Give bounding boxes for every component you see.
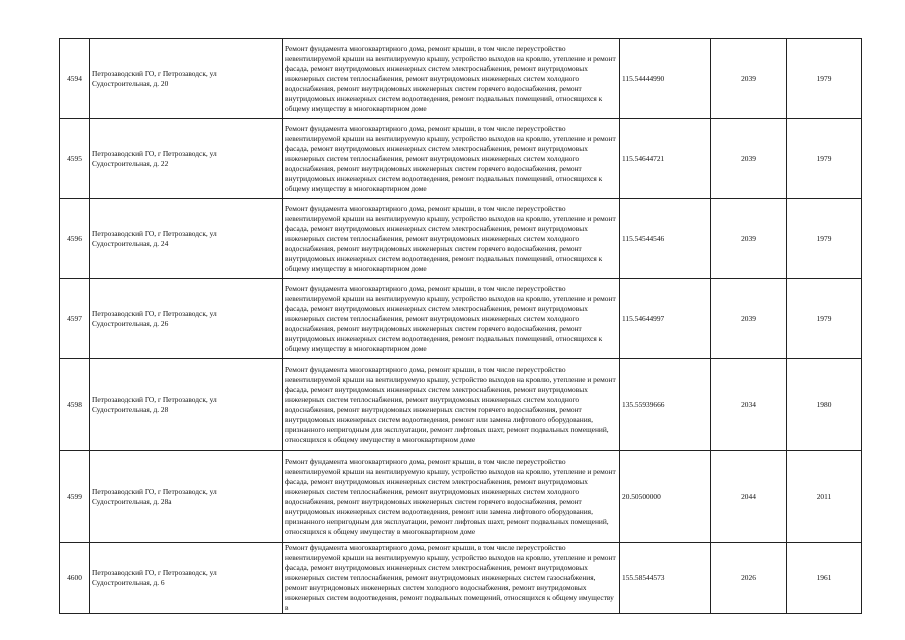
address-line-1: Петрозаводский ГО, г Петрозаводск, ул — [92, 148, 217, 158]
works-cell — [283, 359, 620, 451]
area-cell: 155.58544573 — [620, 543, 711, 614]
address-line-2: Судостроительная, д. 22 — [92, 158, 169, 168]
area-cell: 115.54544546 — [620, 199, 711, 279]
table-row — [60, 543, 862, 614]
works-text: Ремонт фундамента многоквартирного дома, ремонт крыши, в том числе переустройство невентилируемой крыши на вентилируемую крышу, устройство выходов на кровлю, утепление и ремонт фасада, ремонт внутридомовых инженерных систем электроснабжения, ремонт внутридомовых инженерных систем теплоснабжения, ремонт внутридомовых инженерных систем холодного водоснабжения, ремонт внутридомовых инженерных систем горячего водоснабжения, ремонт внутридомовых инженерных систем водоотведения, ремонт подвальных помещений, относящихся к общему имуществу в многоквартирном доме — [285, 283, 616, 353]
works-text: Ремонт фундамента многоквартирного дома, ремонт крыши, в том числе переустройство невентилируемой крыши на вентилируемую крышу, устройство выходов на кровлю, утепление и ремонт фасада, ремонт внутридомовых инженерных систем электроснабжения, ремонт внутридомовых инженерных систем теплоснабжения, ремонт внутридомовых инженерных систем газоснабжения, ремонт внутридомовых инженерных систем холодного водоснабжения, ремонт внутридомовых инженерных систем водоотведения, ремонт подвальных помещений, относящихся к общему имуществу в — [285, 543, 616, 612]
planned-year-cell: 2034 — [711, 359, 787, 451]
row-number: 4600 — [60, 543, 90, 614]
address-line-1: Петрозаводский ГО, г Петрозаводск, ул — [92, 68, 217, 78]
row-number: 4599 — [60, 451, 90, 543]
planned-year-cell: 2026 — [711, 543, 787, 614]
table-row — [60, 279, 862, 359]
address-cell — [90, 543, 283, 614]
address-line-1: Петрозаводский ГО, г Петрозаводск, ул — [92, 486, 217, 496]
table-row — [60, 119, 862, 199]
works-cell — [283, 119, 620, 199]
address-cell — [90, 199, 283, 279]
table-row — [60, 359, 862, 451]
table-row — [60, 39, 862, 119]
table-row — [60, 199, 862, 279]
works-cell — [283, 279, 620, 359]
address-cell — [90, 39, 283, 119]
built-year-cell: 1961 — [787, 543, 862, 614]
row-number: 4596 — [60, 199, 90, 279]
repair-registry-table — [59, 38, 862, 614]
area-cell: 135.55939666 — [620, 359, 711, 451]
built-year-cell: 1979 — [787, 39, 862, 119]
area-cell: 115.54444990 — [620, 39, 711, 119]
address-line-1: Петрозаводский ГО, г Петрозаводск, ул — [92, 228, 217, 238]
area-cell: 115.54644997 — [620, 279, 711, 359]
address-line-1: Петрозаводский ГО, г Петрозаводск, ул — [92, 394, 217, 404]
table-row — [60, 451, 862, 543]
address-line-2: Судостроительная, д. 20 — [92, 78, 169, 88]
works-text: Ремонт фундамента многоквартирного дома, ремонт крыши, в том числе переустройство невентилируемой крыши на вентилируемую крышу, устройство выходов на кровлю, утепление и ремонт фасада, ремонт внутридомовых инженерных систем электроснабжения, ремонт внутридомовых инженерных систем теплоснабжения, ремонт внутридомовых инженерных систем холодного водоснабжения, ремонт внутридомовых инженерных систем горячего водоснабжения, ремонт внутридомовых инженерных систем водоотведения, ремонт подвальных помещений, относящихся к общему имуществу в многоквартирном доме — [285, 43, 616, 113]
built-year-cell: 1979 — [787, 199, 862, 279]
address-line-2: Судостроительная, д. 28 — [92, 404, 169, 414]
row-number: 4594 — [60, 39, 90, 119]
built-year-cell: 1979 — [787, 119, 862, 199]
works-cell — [283, 39, 620, 119]
row-number: 4597 — [60, 279, 90, 359]
address-line-1: Петрозаводский ГО, г Петрозаводск, ул — [92, 308, 217, 318]
planned-year-cell: 2039 — [711, 199, 787, 279]
works-text: Ремонт фундамента многоквартирного дома, ремонт крыши, в том числе переустройство невентилируемой крыши на вентилируемую крышу, устройство выходов на кровлю, утепление и ремонт фасада, ремонт внутридомовых инженерных систем электроснабжения, ремонт внутридомовых инженерных систем теплоснабжения, ремонт внутридомовых инженерных систем холодного водоснабжения, ремонт внутридомовых инженерных систем горячего водоснабжения, ремонт внутридомовых инженерных систем водоотведения, ремонт подвальных помещений, относящихся к общему имуществу в многоквартирном доме — [285, 203, 616, 273]
planned-year-cell: 2039 — [711, 39, 787, 119]
works-cell — [283, 543, 620, 614]
built-year-cell: 1979 — [787, 279, 862, 359]
row-number: 4595 — [60, 119, 90, 199]
planned-year-cell: 2044 — [711, 451, 787, 543]
address-cell — [90, 279, 283, 359]
address-cell — [90, 119, 283, 199]
address-line-2: Судостроительная, д. 24 — [92, 238, 169, 248]
area-cell: 115.54644721 — [620, 119, 711, 199]
works-text: Ремонт фундамента многоквартирного дома, ремонт крыши, в том числе переустройство невентилируемой крыши на вентилируемую крышу, устройство выходов на кровлю, утепление и ремонт фасада, ремонт внутридомовых инженерных систем электроснабжения, ремонт внутридомовых инженерных систем теплоснабжения, ремонт внутридомовых инженерных систем холодного водоснабжения, ремонт внутридомовых инженерных систем горячего водоснабжения, ремонт внутридомовых инженерных систем водоотведения, ремонт подвальных помещений, относящихся к общему имуществу в многоквартирном доме — [285, 123, 616, 193]
address-line-2: Судостроительная, д. 28а — [92, 496, 172, 506]
planned-year-cell: 2039 — [711, 279, 787, 359]
row-number: 4598 — [60, 359, 90, 451]
works-cell — [283, 451, 620, 543]
address-line-1: Петрозаводский ГО, г Петрозаводск, ул — [92, 568, 217, 577]
address-line-2: Судостроительная, д. 6 — [92, 578, 165, 587]
works-cell — [283, 199, 620, 279]
area-cell: 20.50500000 — [620, 451, 711, 543]
planned-year-cell: 2039 — [711, 119, 787, 199]
address-cell — [90, 359, 283, 451]
built-year-cell: 1980 — [787, 359, 862, 451]
works-text: Ремонт фундамента многоквартирного дома, ремонт крыши, в том числе переустройство невентилируемой крыши на вентилируемую крышу, устройство выходов на кровлю, утепление и ремонт фасада, ремонт внутридомовых инженерных систем электроснабжения, ремонт внутридомовых инженерных систем теплоснабжения, ремонт внутридомовых инженерных систем холодного водоснабжения, ремонт внутридомовых инженерных систем горячего водоснабжения, ремонт внутридомовых инженерных систем водоотведения, ремонт или замена лифтового оборудования, признанного непригодным для эксплуатации, ремонт лифтовых шахт, ремонт подвальных помещений, относящихся к общему имуществу в многоквартирном доме — [285, 456, 616, 536]
address-line-2: Судостроительная, д. 26 — [92, 318, 169, 328]
address-cell — [90, 451, 283, 543]
works-text: Ремонт фундамента многоквартирного дома, ремонт крыши, в том числе переустройство невентилируемой крыши на вентилируемую крышу, устройство выходов на кровлю, утепление и ремонт фасада, ремонт внутридомовых инженерных систем электроснабжения, ремонт внутридомовых инженерных систем теплоснабжения, ремонт внутридомовых инженерных систем холодного водоснабжения, ремонт внутридомовых инженерных систем горячего водоснабжения, ремонт внутридомовых инженерных систем водоотведения, ремонт или замена лифтового оборудования, признанного непригодным для эксплуатации, ремонт лифтовых шахт, ремонт подвальных помещений, относящихся к общему имуществу в многоквартирном доме — [285, 364, 616, 444]
built-year-cell: 2011 — [787, 451, 862, 543]
